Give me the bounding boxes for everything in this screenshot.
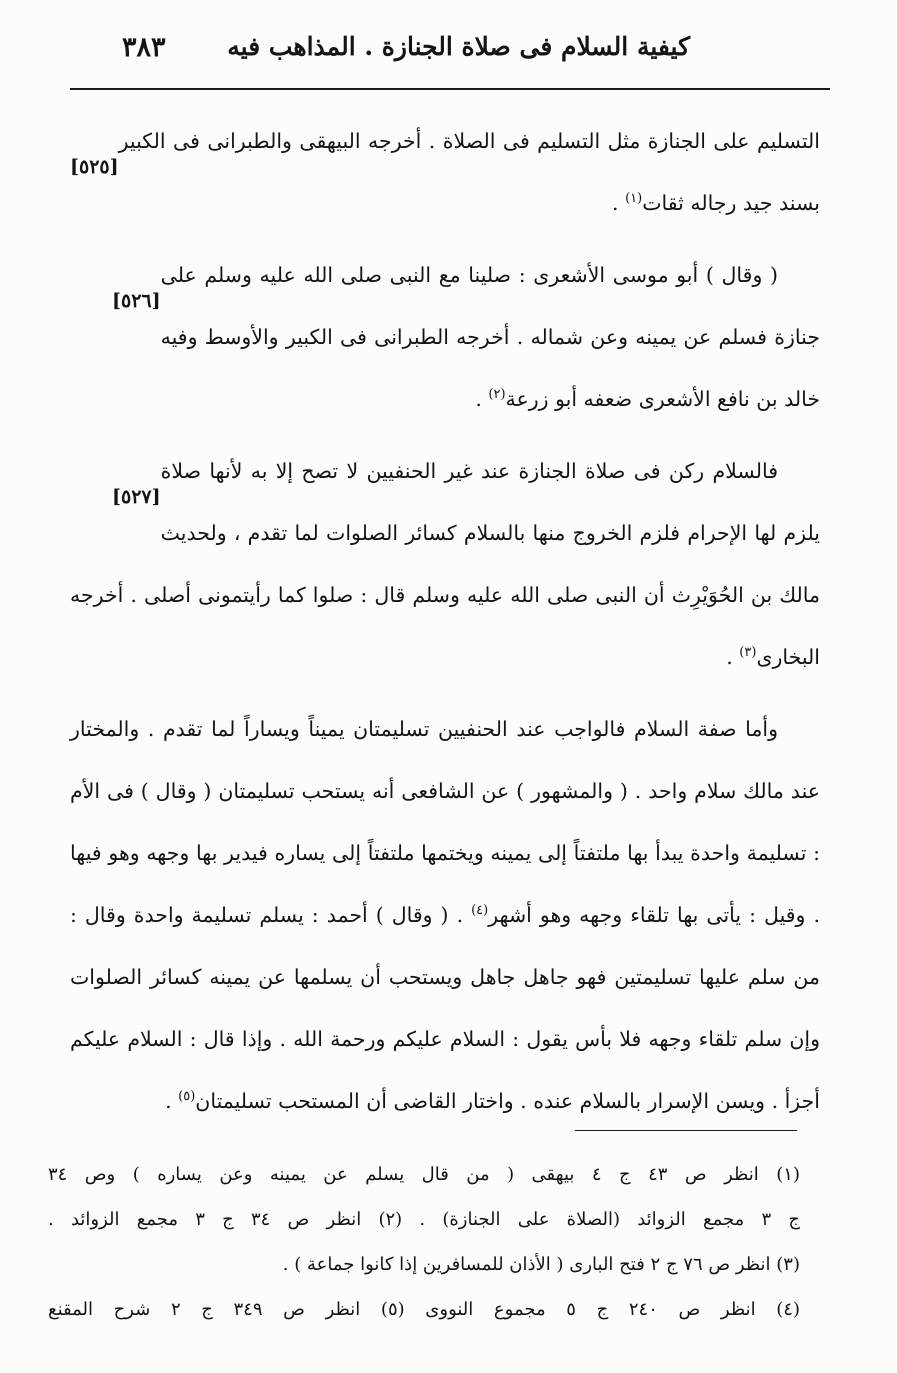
footnote-marker: (٢)	[488, 387, 506, 403]
footnotes	[48, 1152, 800, 1332]
paragraph-tail: .	[612, 191, 626, 215]
body-text	[70, 110, 820, 1142]
footnote-marker: (٥)	[178, 1089, 196, 1105]
running-title: كيفية السلام فى صلاة الجنازة . المذاهب فيه	[227, 32, 690, 61]
page-number: ٣٨٣	[122, 32, 166, 63]
paragraph-tail: .	[726, 645, 740, 669]
footnote-marker: (٣)	[739, 645, 757, 661]
paragraph-1	[70, 110, 820, 234]
footnote-line: (١) انظر ص ٤٣ ج ٤ بيهقى ( من قال يسلم عن يمينه وعن يساره ) وص ٣٤	[48, 1164, 800, 1185]
reference-number: [٥٢٥]	[70, 156, 119, 178]
paragraph-4	[70, 698, 820, 1132]
paragraph-text: فالسلام ركن فى صلاة الجنازة عند غير الحنفيين لا تصح إلا به لأنها صلاة يلزم لها الإحرام فلزم الخروج منها بالسلام كسائر الصلوات لما تقدم ، ولحديث مالك بن الحُوَيْرِث أن النبى صلى الله عليه وسلم قال : صلوا كما رأيتمونى أصلى . أخرجه البخارى	[70, 459, 820, 669]
header-rule	[70, 88, 830, 90]
footnote-marker: (٤)	[471, 903, 489, 919]
paragraph-tail: .	[475, 387, 489, 411]
page-header	[70, 22, 830, 82]
paragraph-tail: . ( وقال ) أحمد : يسلم تسليمة واحدة وقال : من سلم عليها تسليمتين فهو جاهل جاهل ويستحب أن يسلمها عن يمينه كسائر الصلوات وإن سلم تلقاء وجهه فلا بأس يقول : السلام عليكم ورحمة الله . وإذا قال : السلام عليكم أجزأ . ويسن الإسرار بالسلام عنده . واختار القاضى أن المستحب تسليمتان	[70, 903, 820, 1113]
paragraph-text: ( وقال ) أبو موسى الأشعرى : صلينا مع النبى صلى الله عليه وسلم على جنازة فسلم عن يمينه وعن شماله . أخرجه الطبرانى فى الكبير والأوسط وفيه خالد بن نافع الأشعرى ضعفه أبو زرعة	[160, 263, 820, 411]
paragraph-text: وأما صفة السلام فالواجب عند الحنفيين تسليمتان يميناً ويساراً لما تقدم . والمختار عند مالك سلام واحد . ( والمشهور ) عن الشافعى أنه يستحب تسليمتان ( وقال ) فى الأم : تسليمة واحدة يبدأ بها ملتفتاً إلى يمينه ويختمها ملتفتاً إلى يساره فيدير بها وجهه وهو فيها . وقيل : يأتى بها تلقاء وجهه وهو أشهر	[70, 717, 820, 927]
footnote-line: ج ٣ مجمع الزوائد (الصلاة على الجنازة) . (٢) انظر ص ٣٤ ج ٣ مجمع الزوائد .	[48, 1209, 800, 1230]
reference-number: [٥٢٦]	[112, 290, 161, 312]
paragraph-2	[70, 244, 820, 430]
footnote-rule	[575, 1130, 797, 1131]
footnote-line: (٣) انظر ص ٧٦ ج ٢ فتح البارى ( الأذان للمسافرين إذا كانوا جماعة ) .	[282, 1254, 800, 1275]
paragraph-tail: .	[165, 1089, 179, 1113]
footnote-line: (٤) انظر ص ٢٤٠ ج ٥ مجموع النووى (٥) انظر ص ٣٤٩ ج ٢ شرح المقنع	[48, 1299, 800, 1320]
paragraph-text: التسليم على الجنازة مثل التسليم فى الصلاة . أخرجه البيهقى والطبرانى فى الكبير بسند جيد رجاله ثقات	[118, 129, 820, 215]
reference-number: [٥٢٧]	[112, 486, 161, 508]
footnote-marker: (١)	[625, 191, 643, 207]
paragraph-3	[70, 440, 820, 688]
